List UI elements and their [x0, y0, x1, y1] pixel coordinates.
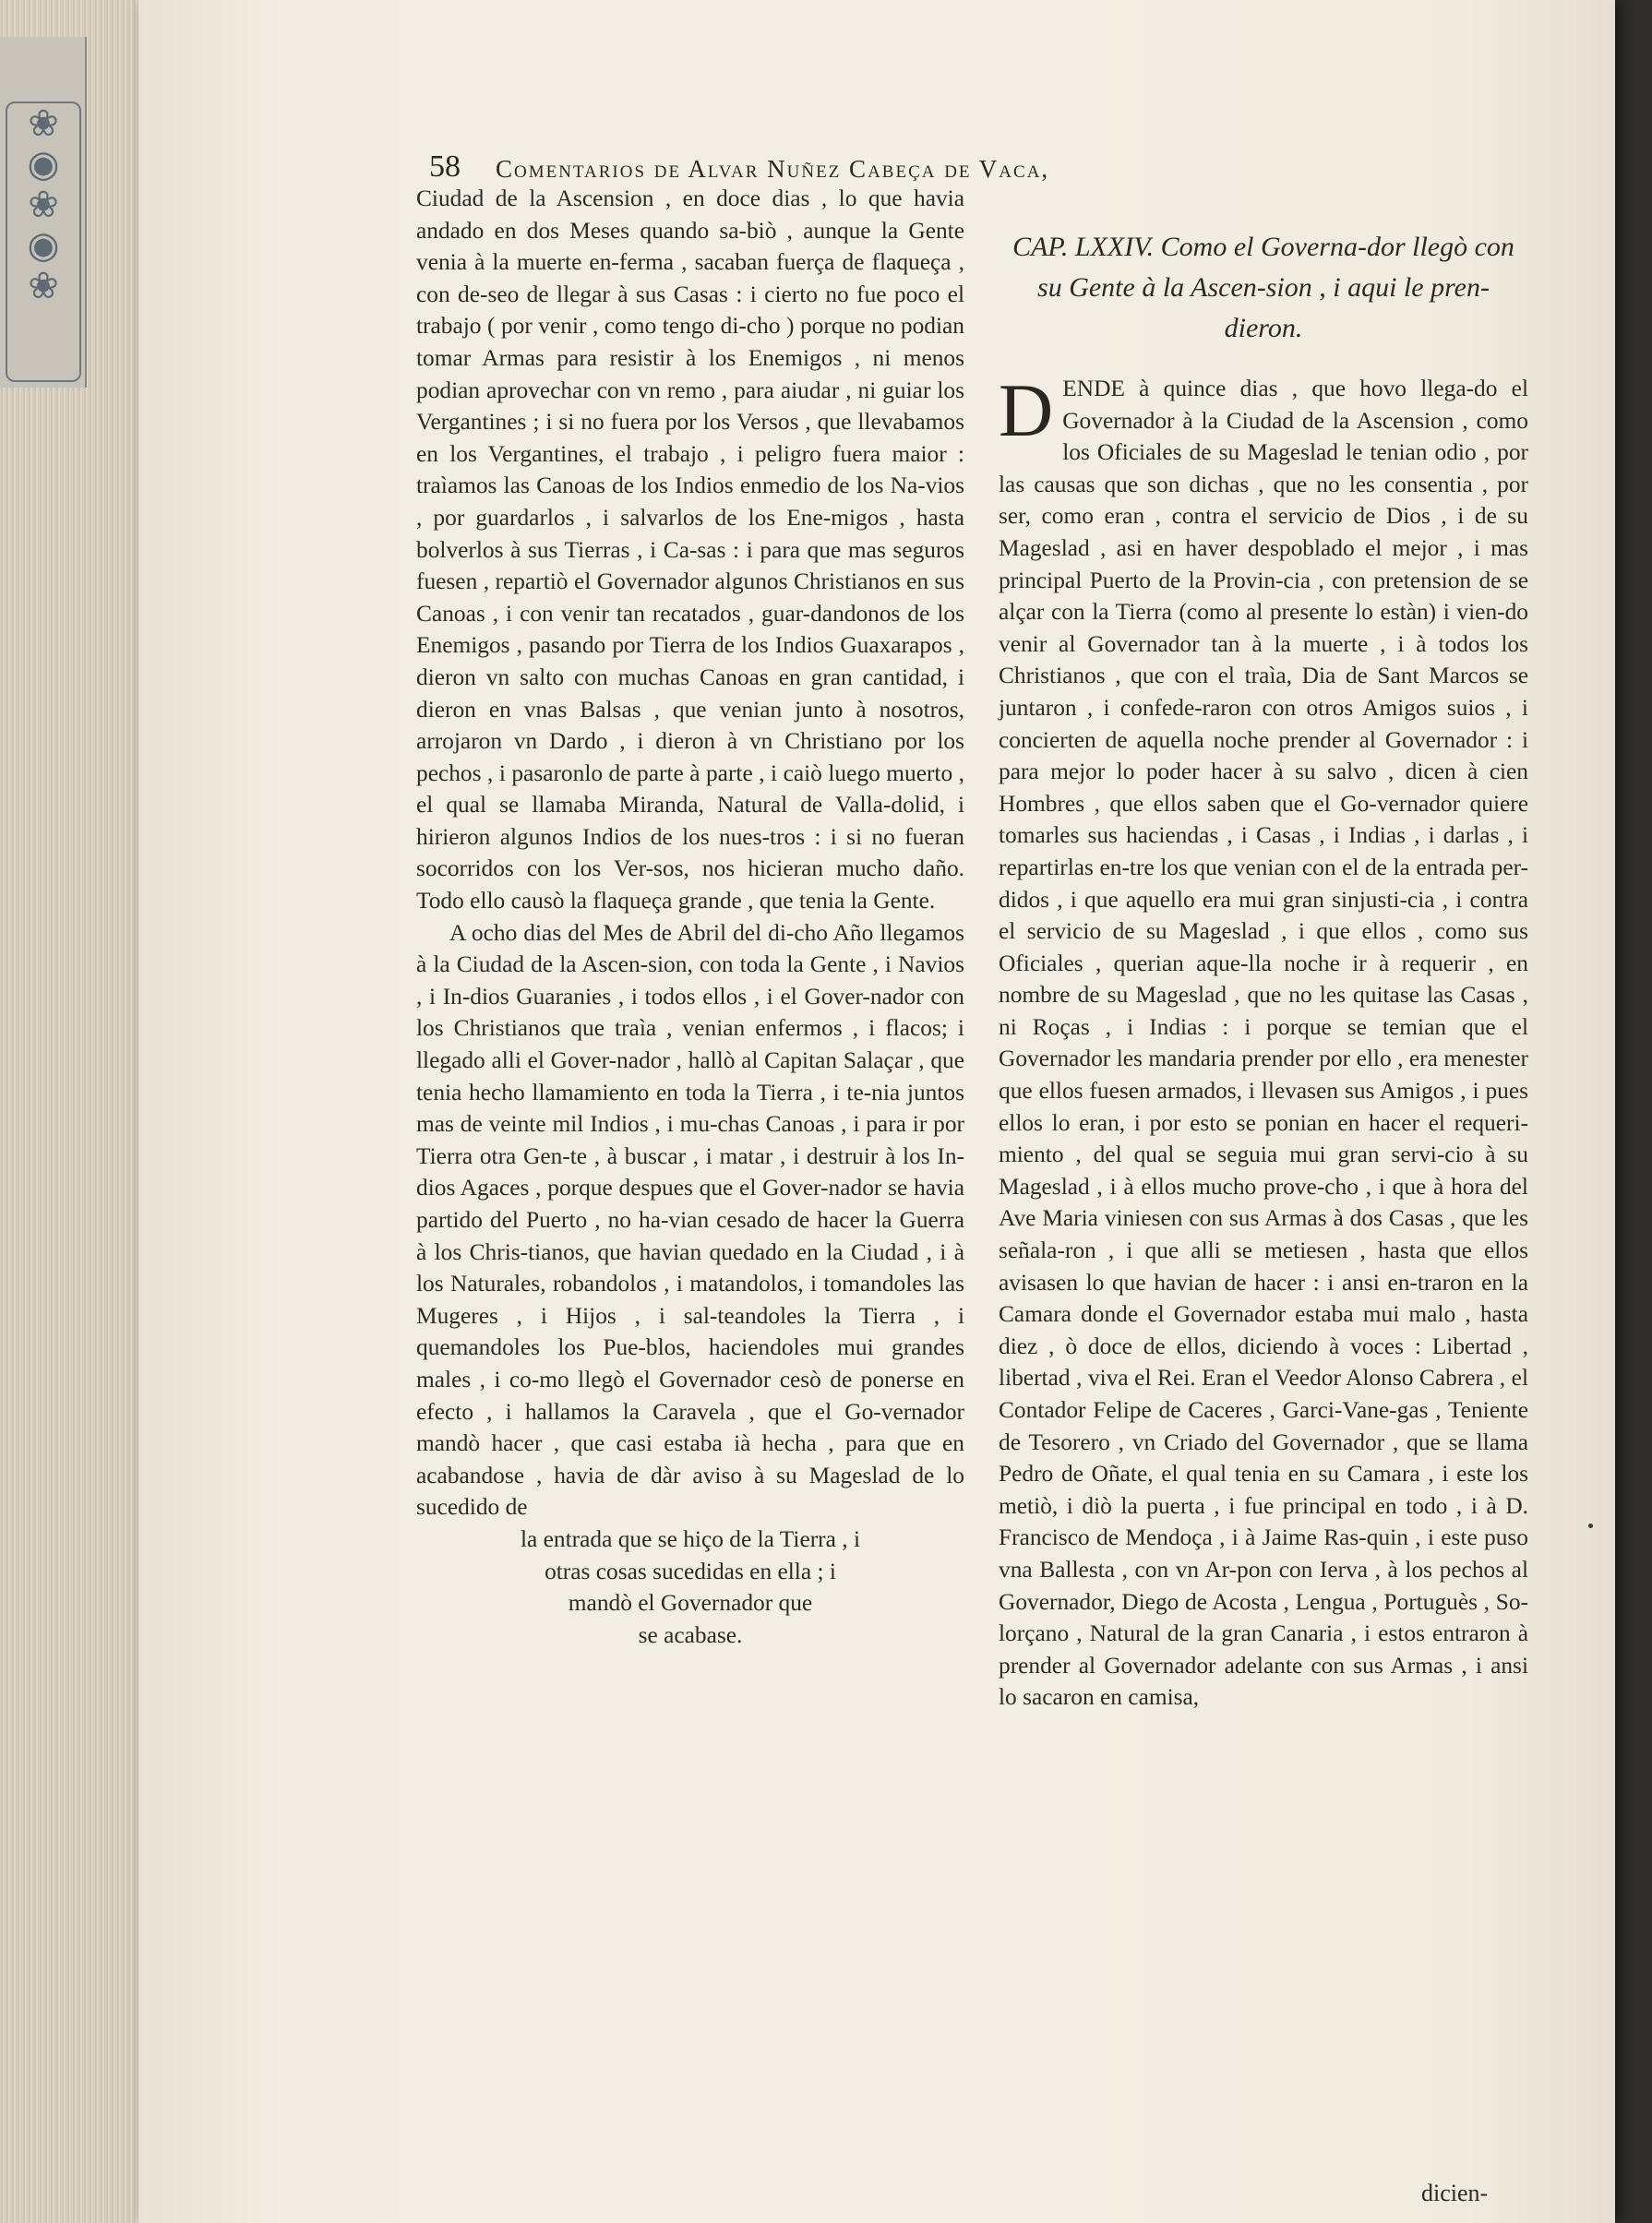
left-tail-line-3: mandò el Governador que	[568, 1590, 813, 1617]
spine-ornament-icon: ❀ ◉ ❀ ◉ ❀	[6, 102, 81, 382]
page-header	[429, 149, 1407, 186]
left-paragraph-2: A ocho dias del Mes de Abril del di-cho Año llegamos à la Ciudad de la Ascen-sion, con toda la Gente , i Navios , i In-dios Guaranies , i todos ellos , i el Gover-nador con los Christianos que traìa , venian enfermos , i flacos; i llegado alli el Gover-nador , hallò al Capitan Salaçar , que tenia hecho llamamiento en toda la Tierra , i te-nia juntos mas de veinte mil Indios , i mu-chas Canoas , i para ir por Tierra otra Gen-te , à buscar , i matar , i destruir à los In-dios Agaces , porque despues que el Gover-nador se havia partido del Puerto , no ha-vian cesado de hacer la Guerra à los Chris-tianos, que havian quedado en la Ciudad , i à los Naturales, robandolos , i matandolos, i tomandoles las Mugeres , i Hijos , i sal-teandoles la Tierra , i quemandoles los Pue-blos, haciendoles mui grandes males , i co-mo llegò el Governador cesò de ponerse en efecto , i hallamos la Caravela , que el Go-vernador mandò hacer , que casi estaba ià hecha , para que en acabandose , havia de dàr aviso à su Mageslad de lo sucedido de	[416, 919, 964, 1521]
right-column	[999, 227, 1528, 1714]
left-tail-line-2: otras cosas sucedidas en ella ; i	[545, 1558, 836, 1584]
drop-cap: D	[999, 368, 1054, 452]
left-paragraph-1: Ciudad de la Ascension , en doce dias , lo que havia andado en dos Meses quando sa-biò , aunque la Gente venia à la muerte en-ferma , sacaban fuerça de flaqueça , con de-seo de llegar à sus Casas : i cierto no fue poco el trabajo ( por venir , como tengo di-cho ) porque no podian tomar Armas para resistir à los Enemigos , ni menos podian aprovechar con vn remo , para aiudar , ni guiar los Vergantines ; i si no fuera por los Versos , que llevabamos en los Vergantines, el trabajo , i peligro fuera maior : traìamos las Canoas de los Indios enmedio de los Na-vios , por guardarlos , i salvarlos de los Ene-migos , hasta bolverlos à sus Tierras , i Ca-sas : i para que mas seguros fuesen , repartiò el Governador algunos Christianos en sus Canoas , i con venir tan recatados , guar-dandonos de los Enemigos , pasando por Tierra de los Indios Guaxarapos , dieron vn salto con muchas Canoas en gran cantidad, i dieron en vnas Balsas , que venian junto à nosotros, arrojaron vn Dardo , i dieron à vn Christiano por los pechos , i pasaronlo de parte à parte , i caiò luego muerto , el qual se llamaba Miranda, Natural de Valla-dolid, i hirieron algunos Indios de los nues-tros : i si no fueran socorridos con los Ver-sos, nos hicieran mucho daño. Todo ello causò la flaqueça grande , que tenia la Gente.	[416, 185, 964, 914]
right-paragraph-1: ENDE à quince dias , que hovo llega-do el Governador à la Ciudad de la Ascension , como los Oficiales de su Mageslad le tenian odio , por las causas que son dichas , que no les consentia , por ser, como eran , contra el servicio de Dios , i de su Mageslad , asi en haver despoblado el mejor , i mas principal Puerto de la Provin-cia , con pretension de se alçar con la Tierra (como al presente lo estàn) i vien-do venir al Governador tan à la muerte , i à todos los Christianos , que con el traìa, Dia de Sant Marcos se juntaron , i confede-raron con otros Amigos suios , i concierten de aquella noche prender al Governador : i para mejor lo poder hacer à su salvo , dicen à cien Hombres , que ellos saben que el Go-vernador quiere tomarles sus haciendas , i Casas , i Indias , i darlas , i repartirlas en-tre los que venian con el de la entrada per-didos , i que aquello era mui gran sinjusti-cia , i contra el servicio de su Mageslad , i que ellos , como sus Oficiales , querian aque-lla noche ir à requerir , en nombre de su Mageslad , que no les quitase las Casas , ni Roças , i Indias : i porque se temian que el Governador les mandaria prender por ello , era menester que ellos fuesen armados, i llevasen sus Amigos , i pues ellos lo eran, i por esto se ponian en hacer el requeri-miento , del qual se seguia mui gran servi-cio à su Mageslad , i à ellos mucho prove-cho , i que à hora del Ave Maria viniesen con sus Armas à dos Casas , que les señala-ron , i que alli se metiesen , hasta que ellos avisasen lo que havian de hacer : i ansi en-traron en la Camara donde el Governador estaba mui malo , hasta diez , ò doce de ellos, diciendo à voces : Libertad , libertad , viva el Rei. Eran el Veedor Alonso Cabrera , el Contador Felipe de Caceres , Garci-Vane-gas , Teniente de Tesorero , vn Criado del Governador , que se llama Pedro de Oñate, el qual tenia en su Camara , i este los metiò, i diò la puerta , i fue principal en todo , i à D. Francisco de Mendoça , i à Jaime Ras-quin , i este puso vna Ballesta , con vn Ar-pon con Ierva , à los pechos al Governador, Diego de Acosta , Lengua , Portuguès , So-lorçano , Natural de la gran Canaria , i estos entraron à prender al Governador adelante con sus Armas , i ansi lo sacaron en camisa,	[999, 376, 1528, 1711]
left-tail-line-1: la entrada que se hiço de la Tierra , i	[520, 1525, 861, 1552]
page-number: 58	[429, 149, 461, 184]
left-column	[416, 183, 964, 1651]
book-spine	[0, 37, 87, 388]
catchword: dicien-	[1421, 2180, 1489, 2206]
ink-speck	[1588, 1524, 1593, 1528]
left-tail-line-4: se acabase.	[638, 1621, 743, 1648]
chapter-heading: CAP. LXXIV. Como el Governa-dor llegò con su Gente à la Ascen-sion , i aqui le pren-dieron.	[1012, 232, 1514, 343]
running-head: Comentarios de Alvar Nuñez Cabeça de Vaca,	[496, 155, 1050, 183]
chapter-body	[999, 368, 1528, 1714]
